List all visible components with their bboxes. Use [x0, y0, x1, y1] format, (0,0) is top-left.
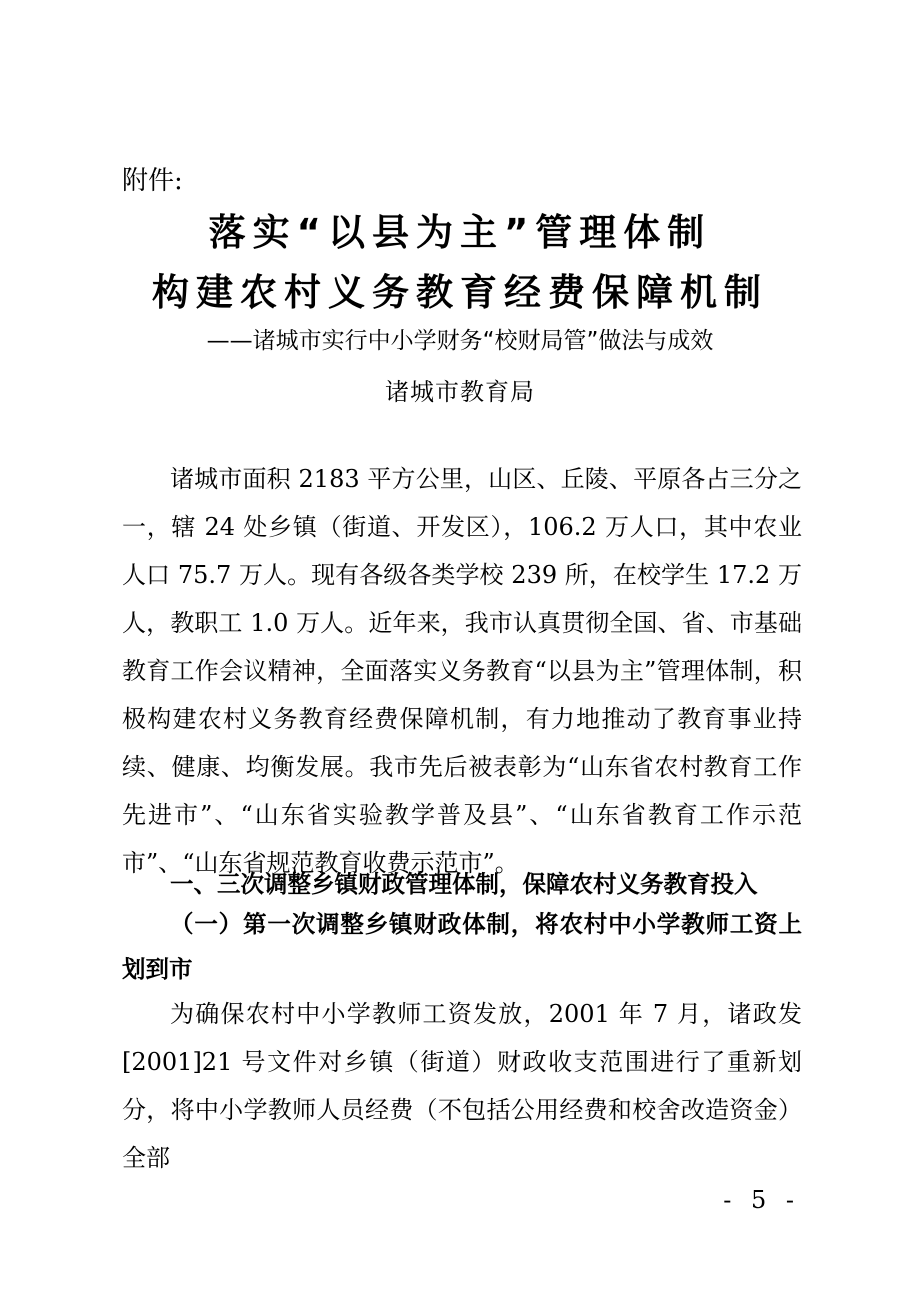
author: 诸城市教育局 — [385, 378, 535, 406]
section-heading-1: 一、三次调整乡镇财政管理体制，保障农村义务教育投入 — [170, 870, 758, 898]
paragraph-intro: 诸城市面积 2183 平方公里，山区、丘陵、平原各占三分之一，辖 24 处乡镇（街道、开发区），106.2 万人口，其中农业人口 75.7 万人。现有各级各类学校 239 所，在校学生 17.2 万人，教职工 1.0 万人。近年来，我市认真贯彻全国、省、市基础教育工作会议精神，全面落实义务教育“以县为主”管理体制，积极构建农村义务教育经费保障机制，有力地推动了教育事业持续、健康、均衡发展。我市先后被表彰为“山东省农村教育工作先进市”、“山东省实验教学普及县”、“山东省教育工作示范市”、“山东省规范教育收费示范市”。 — [122, 465, 802, 877]
title-line-2: 构建农村义务教育经费保障机制 — [152, 271, 768, 314]
title-line-1: 落实“以县为主”管理体制 — [208, 211, 712, 254]
attachment-label: 附件: — [122, 166, 183, 196]
paragraph-subsection-1: 为确保农村中小学教师工资发放，2001 年 7 月，诸政发[2001]21 号文件对乡镇（街道）财政收支范围进行了重新划分，将中小学教师人员经费（不包括公用经费和校舍改造资金）全部 — [122, 1000, 802, 1172]
page-number: - 5 - — [723, 1186, 800, 1214]
subsection-heading-1: （一）第一次调整乡镇财政体制，将农村中小学教师工资上划到市 — [122, 910, 802, 983]
subtitle: ——诸城市实行中小学财务“校财局管”做法与成效 — [206, 328, 714, 354]
